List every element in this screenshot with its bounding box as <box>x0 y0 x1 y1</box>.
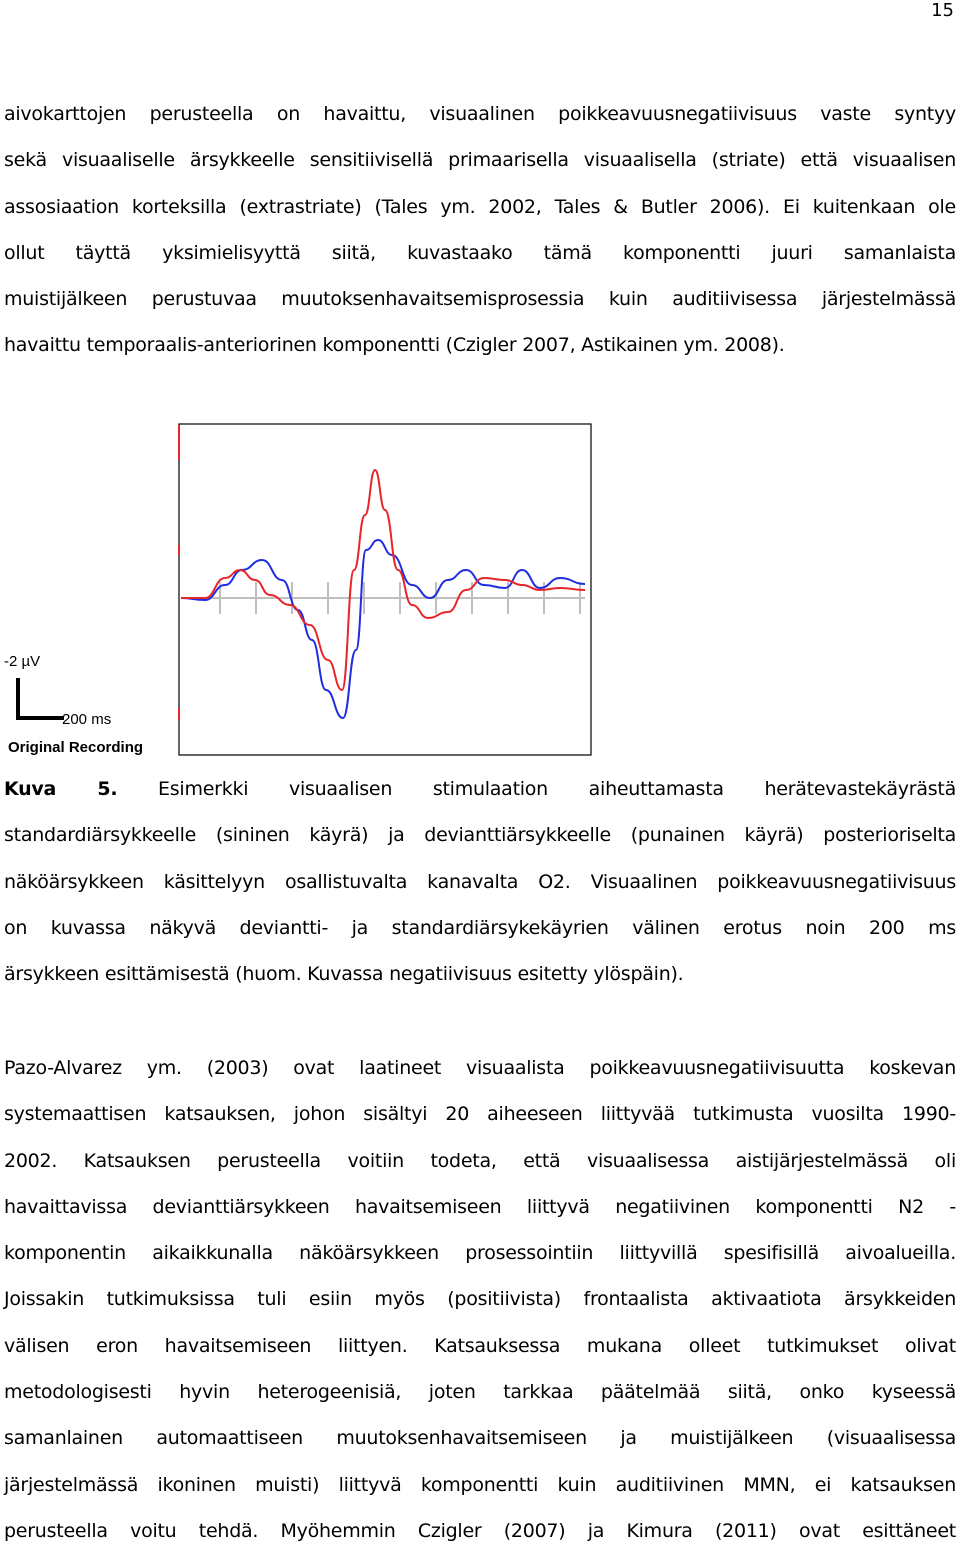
scale-amplitude-label: -2 µV <box>4 653 41 670</box>
paragraph-1-line: ollut täyttä yksimielisyyttä siitä, kuvastaako tämä komponentti juuri samanlaista <box>4 241 956 264</box>
page-number: 15 <box>931 0 954 21</box>
caption-first-line: Esimerkki visuaalisen stimulaation aiheuttamasta herätevastekäyrästä <box>158 778 956 800</box>
caption-line <box>4 766 956 812</box>
paragraph-1-line: muistijälkeen perustuvaa muutoksenhavaitsemisprosessia kuin auditiivisessa järjestelmässä <box>4 288 956 311</box>
paragraph-2-line: järjestelmässä ikoninen muisti) liittyvä komponentti kuin auditiivinen MMN, ei katsauksen <box>4 1473 956 1496</box>
figure-caption <box>4 766 956 997</box>
caption-line: näköärsykkeen käsittelyyn osallistuvalta kanavalta O2. Visuaalinen poikkeavuusnegatiivisuus <box>4 870 956 893</box>
paragraph-2-line: perusteella voitu tehdä. Myöhemmin Czigler (2007) ja Kimura (2011) ovat esittäneet <box>4 1519 956 1542</box>
recording-label: Original Recording <box>8 739 144 756</box>
paragraph-2-line: 2002. Katsauksen perusteella voitiin todeta, että visuaalisessa aistijärjestelmässä oli <box>4 1149 956 1172</box>
paragraph-2-line: systemaattisen katsauksen, johon sisältyi 20 aiheeseen liittyvää tutkimusta vuosilta 1990- <box>4 1103 956 1126</box>
paragraph-2-line: Joissakin tutkimuksissa tuli esiin myös (positiivista) frontaalista aktivaatiota ärsykkeiden <box>4 1288 956 1311</box>
paragraph-2-line: välisen eron havaitsemiseen liittyen. Katsauksessa mukana olleet tutkimukset olivat <box>4 1334 956 1357</box>
paragraph-2-line: havaittavissa devianttiärsykkeen havaitsemiseen liittyvä negatiivinen komponentti N2 - <box>4 1195 956 1218</box>
paragraph-1-line: havaittu temporaalis-anteriorinen komponentti (Czigler 2007, Astikainen ym. 2008). <box>4 334 785 357</box>
erp-figure <box>0 420 600 760</box>
caption-label: Kuva 5. <box>4 778 118 800</box>
erp-plot <box>0 420 600 760</box>
caption-line: on kuvassa näkyvä deviantti- ja standardiärsykekäyrien välinen erotus noin 200 ms <box>4 916 956 939</box>
paragraph-1-line: sekä visuaaliselle ärsykkeelle sensitiivisellä primaarisella visuaalisella (striate) että visuaalisen <box>4 149 956 172</box>
scale-time-label: 200 ms <box>62 711 112 728</box>
plot-frame <box>179 424 591 755</box>
paragraph-2-line: Pazo-Alvarez ym. (2003) ovat laatineet visuaalista poikkeavuusnegatiivisuutta koskevan <box>4 1057 956 1079</box>
paragraph-1-line: aivokarttojen perusteella on havaittu, visuaalinen poikkeavuusnegatiivisuus vaste syntyy <box>4 103 956 125</box>
caption-line: standardiärsykkeelle (sininen käyrä) ja devianttiärsykkeelle (punainen käyrä) posterioriselta <box>4 824 956 847</box>
paragraph-1 <box>4 91 956 369</box>
paragraph-2-line: komponentin aikaikkunalla näköärsykkeen prosessointiin liittyvillä spesifisillä aivoalueilla. <box>4 1242 956 1265</box>
paragraph-2-line: samanlainen automaattiseen muutoksenhavaitsemiseen ja muistijälkeen (visuaalisessa <box>4 1427 956 1450</box>
paragraph-2 <box>4 1045 956 1554</box>
caption-line: ärsykkeen esittämisestä (huom. Kuvassa negatiivisuus esitetty ylöspäin). <box>4 963 684 986</box>
paragraph-2-line: metodologisesti hyvin heterogeenisiä, joten tarkkaa päätelmää siitä, onko kyseessä <box>4 1381 956 1404</box>
paragraph-1-line: assosiaation korteksilla (extrastriate) (Tales ym. 2002, Tales & Butler 2006). Ei kuitenkaan ole <box>4 195 956 218</box>
